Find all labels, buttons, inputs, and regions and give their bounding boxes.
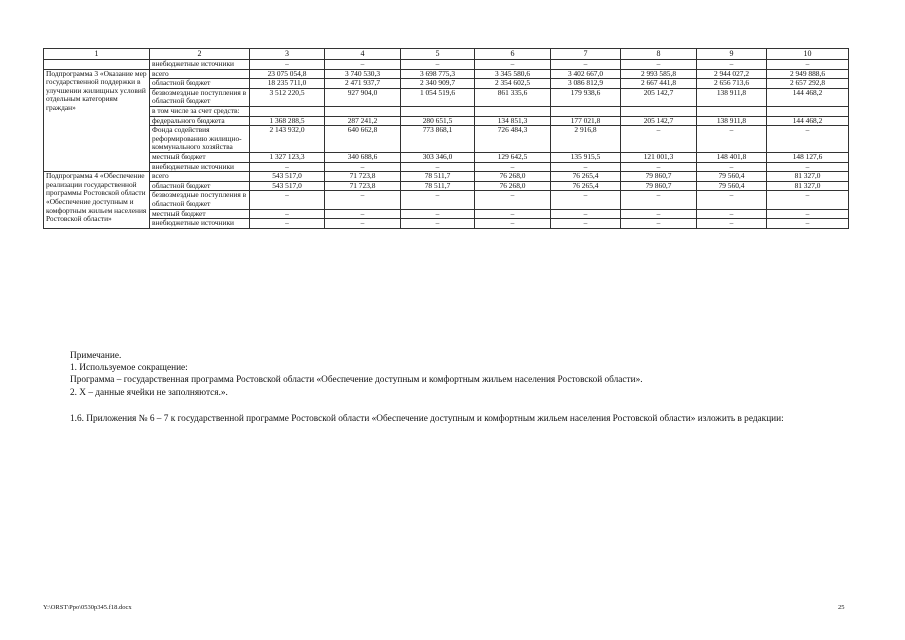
- value-cell: –: [621, 191, 697, 209]
- table-header-cell: 9: [697, 49, 767, 60]
- table-row: [44, 152, 849, 162]
- source-cell: безвозмездные поступления в областной бюджет: [150, 88, 250, 106]
- value-cell: 129 642,5: [475, 152, 551, 162]
- notes-line-1: 1. Используемое сокращение:: [70, 363, 188, 374]
- source-cell: областной бюджет: [150, 79, 250, 89]
- value-cell: –: [767, 60, 849, 70]
- source-cell: внебюджетные источники: [150, 60, 250, 70]
- value-cell: –: [551, 191, 621, 209]
- notes-section: [70, 350, 850, 399]
- budget-table: [43, 48, 849, 229]
- value-cell: –: [621, 126, 697, 153]
- table-header-cell: 4: [325, 49, 401, 60]
- value-cell: –: [250, 191, 325, 209]
- value-cell: 2 143 932,0: [250, 126, 325, 153]
- value-cell: 2 944 027,2: [697, 69, 767, 79]
- value-cell: 3 512 220,5: [250, 88, 325, 106]
- value-cell: 76 265,4: [551, 172, 621, 182]
- value-cell: 773 868,1: [401, 126, 475, 153]
- value-cell: 79 860,7: [621, 172, 697, 182]
- page-number: 25: [838, 604, 845, 611]
- table-header-cell: 1: [44, 49, 150, 60]
- source-cell: внебюджетные источники: [150, 219, 250, 229]
- source-cell: местный бюджет: [150, 209, 250, 219]
- table-row: [44, 106, 849, 116]
- value-cell: 81 327,0: [767, 181, 849, 191]
- value-cell: –: [767, 191, 849, 209]
- table-row: [44, 191, 849, 209]
- value-cell: 861 335,6: [475, 88, 551, 106]
- value-cell: 138 911,8: [697, 88, 767, 106]
- value-cell: 303 346,0: [401, 152, 475, 162]
- value-cell: 81 327,0: [767, 172, 849, 182]
- value-cell: 76 268,0: [475, 172, 551, 182]
- value-cell: –: [325, 191, 401, 209]
- subprogram-title-cell: Подпрограмма 4 «Обеспечение реализации государственной программы Ростовской области «Обеспечение доступным и комфортным жильем населения Ростовской области»: [44, 172, 150, 229]
- value-cell: 2 916,8: [551, 126, 621, 153]
- value-cell: –: [621, 209, 697, 219]
- value-cell: 3 345 580,6: [475, 69, 551, 79]
- value-cell: –: [325, 219, 401, 229]
- value-cell: –: [401, 162, 475, 172]
- table-row: [44, 60, 849, 70]
- source-cell: федерального бюджета: [150, 116, 250, 126]
- table-row: [44, 79, 849, 89]
- value-cell: –: [551, 219, 621, 229]
- value-cell: –: [697, 191, 767, 209]
- table-row: [44, 219, 849, 229]
- source-cell: в том числе за счет средств:: [150, 106, 250, 116]
- value-cell: –: [697, 60, 767, 70]
- value-cell: 640 662,8: [325, 126, 401, 153]
- value-cell: 71 723,8: [325, 172, 401, 182]
- value-cell: 121 001,3: [621, 152, 697, 162]
- source-cell: внебюджетные источники: [150, 162, 250, 172]
- value-cell: –: [551, 209, 621, 219]
- table-header-cell: 6: [475, 49, 551, 60]
- value-cell: –: [401, 209, 475, 219]
- value-cell: 2 471 937,7: [325, 79, 401, 89]
- value-cell: –: [250, 60, 325, 70]
- value-cell: [697, 106, 767, 116]
- value-cell: 144 468,2: [767, 116, 849, 126]
- value-cell: 205 142,7: [621, 88, 697, 106]
- value-cell: 543 517,0: [250, 172, 325, 182]
- value-cell: 76 265,4: [551, 181, 621, 191]
- source-cell: местный бюджет: [150, 152, 250, 162]
- value-cell: –: [475, 60, 551, 70]
- table-header-row: [44, 49, 849, 60]
- value-cell: [325, 106, 401, 116]
- value-cell: 78 511,7: [401, 172, 475, 182]
- value-cell: –: [767, 219, 849, 229]
- value-cell: –: [767, 209, 849, 219]
- value-cell: 179 938,6: [551, 88, 621, 106]
- value-cell: 280 651,5: [401, 116, 475, 126]
- value-cell: –: [250, 219, 325, 229]
- value-cell: [621, 106, 697, 116]
- program-cell: [44, 60, 150, 70]
- value-cell: 1 327 123,3: [250, 152, 325, 162]
- source-cell: безвозмездные поступления в областной бюджет: [150, 191, 250, 209]
- table-header-cell: 10: [767, 49, 849, 60]
- value-cell: 1 368 288,5: [250, 116, 325, 126]
- value-cell: –: [401, 191, 475, 209]
- value-cell: 79 560,4: [697, 181, 767, 191]
- table-header-cell: 5: [401, 49, 475, 60]
- value-cell: –: [697, 126, 767, 153]
- value-cell: 205 142,7: [621, 116, 697, 126]
- value-cell: 2 667 441,8: [621, 79, 697, 89]
- value-cell: –: [697, 209, 767, 219]
- value-cell: 287 241,2: [325, 116, 401, 126]
- value-cell: –: [475, 219, 551, 229]
- value-cell: –: [475, 162, 551, 172]
- value-cell: 3 740 530,3: [325, 69, 401, 79]
- table-row: [44, 172, 849, 182]
- value-cell: 3 086 812,9: [551, 79, 621, 89]
- notes-heading: Примечание.: [70, 351, 122, 361]
- source-cell: Фонда содействия реформированию жилищно-коммунального хозяйства: [150, 126, 250, 153]
- source-cell: всего: [150, 69, 250, 79]
- table-row: [44, 88, 849, 106]
- value-cell: 135 915,5: [551, 152, 621, 162]
- value-cell: 2 993 585,8: [621, 69, 697, 79]
- value-cell: –: [621, 60, 697, 70]
- value-cell: 148 401,8: [697, 152, 767, 162]
- value-cell: 927 904,0: [325, 88, 401, 106]
- value-cell: 78 511,7: [401, 181, 475, 191]
- value-cell: 23 075 054,8: [250, 69, 325, 79]
- table-header-cell: 2: [150, 49, 250, 60]
- notes-line-2: Программа – государственная программа Ростовской области «Обеспечение доступным и комфортным жильем населения Ростовской области».: [70, 375, 643, 386]
- value-cell: 340 688,6: [325, 152, 401, 162]
- value-cell: 1 054 519,6: [401, 88, 475, 106]
- value-cell: –: [325, 162, 401, 172]
- value-cell: [401, 106, 475, 116]
- table-header-cell: 3: [250, 49, 325, 60]
- value-cell: –: [325, 209, 401, 219]
- value-cell: –: [401, 219, 475, 229]
- value-cell: –: [401, 60, 475, 70]
- value-cell: 79 560,4: [697, 172, 767, 182]
- footer-file-path: Y:\ORST\Ppo\0530p345.f18.docx: [43, 604, 132, 611]
- value-cell: 76 268,0: [475, 181, 551, 191]
- value-cell: –: [767, 126, 849, 153]
- value-cell: 2 340 909,7: [401, 79, 475, 89]
- source-cell: всего: [150, 172, 250, 182]
- value-cell: [551, 106, 621, 116]
- value-cell: –: [325, 60, 401, 70]
- table-row: [44, 126, 849, 153]
- value-cell: 134 851,3: [475, 116, 551, 126]
- value-cell: –: [551, 162, 621, 172]
- value-cell: –: [697, 219, 767, 229]
- value-cell: 18 235 711,0: [250, 79, 325, 89]
- value-cell: [250, 106, 325, 116]
- value-cell: –: [250, 209, 325, 219]
- value-cell: 177 021,8: [551, 116, 621, 126]
- value-cell: 148 127,6: [767, 152, 849, 162]
- value-cell: –: [621, 219, 697, 229]
- value-cell: 2 656 713,6: [697, 79, 767, 89]
- value-cell: 2 949 888,6: [767, 69, 849, 79]
- value-cell: 138 911,8: [697, 116, 767, 126]
- value-cell: 726 484,3: [475, 126, 551, 153]
- value-cell: 3 402 667,0: [551, 69, 621, 79]
- value-cell: –: [250, 162, 325, 172]
- table-header-cell: 7: [551, 49, 621, 60]
- value-cell: 2 657 292,8: [767, 79, 849, 89]
- amendment-paragraph: 1.6. Приложения № 6 – 7 к государственной программе Ростовской области «Обеспечение доступным и комфортным жильем населения Ростовской области» изложить в редакции:: [70, 414, 784, 424]
- value-cell: [767, 106, 849, 116]
- value-cell: –: [697, 162, 767, 172]
- value-cell: –: [551, 60, 621, 70]
- notes-line-3: 2. X – данные ячейки не заполняются.».: [70, 387, 228, 398]
- value-cell: 2 354 602,5: [475, 79, 551, 89]
- value-cell: –: [475, 191, 551, 209]
- source-cell: областной бюджет: [150, 181, 250, 191]
- value-cell: 71 723,8: [325, 181, 401, 191]
- value-cell: 79 860,7: [621, 181, 697, 191]
- value-cell: –: [767, 162, 849, 172]
- table-header-cell: 8: [621, 49, 697, 60]
- value-cell: –: [475, 209, 551, 219]
- value-cell: 144 468,2: [767, 88, 849, 106]
- value-cell: [475, 106, 551, 116]
- subprogram-title-cell: Подпрограмма 3 «Оказание мер государственной поддержки в улучшении жилищных условий отдельным категориям граждан»: [44, 69, 150, 172]
- value-cell: –: [621, 162, 697, 172]
- value-cell: 3 698 775,3: [401, 69, 475, 79]
- value-cell: 543 517,0: [250, 181, 325, 191]
